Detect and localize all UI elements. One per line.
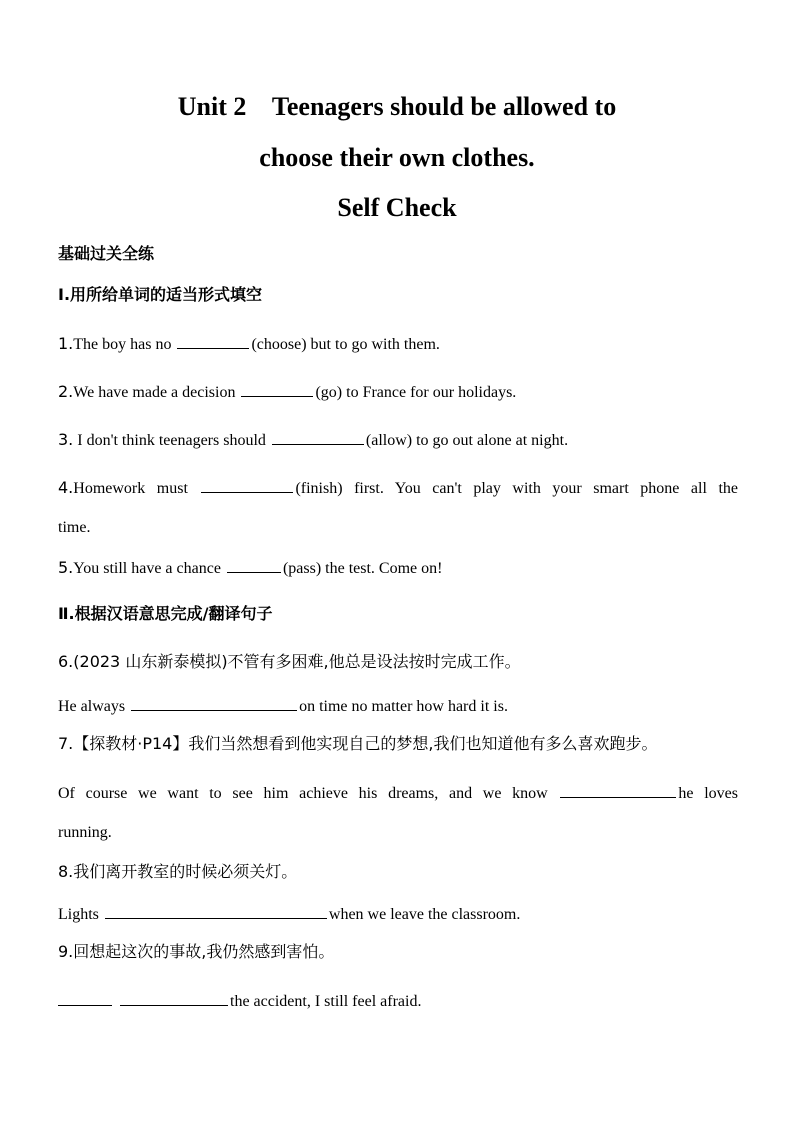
chinese-prompt: 回想起这次的事故,我仍然感到害怕。 bbox=[73, 942, 335, 961]
exercise-item-5 bbox=[58, 557, 442, 579]
item-text-before: Of course we want to see him achieve his dreams, and we know bbox=[58, 785, 559, 802]
answer-blank[interactable] bbox=[201, 477, 293, 493]
section-label: 基础过关全练 bbox=[58, 244, 155, 263]
translation-prompt-6 bbox=[58, 652, 521, 672]
item-text-before: He always bbox=[58, 698, 130, 715]
item-number: 4. bbox=[58, 478, 74, 497]
part2-heading: Ⅱ.根据汉语意思完成/翻译句子 bbox=[58, 604, 273, 623]
translation-prompt-9 bbox=[58, 942, 334, 962]
answer-blank[interactable] bbox=[241, 381, 313, 397]
item-text-before: Lights bbox=[58, 906, 103, 923]
translation-prompt-8 bbox=[58, 862, 297, 882]
chinese-prompt: 【探教材·P14】我们当然想看到他实现自己的梦想,我们也知道他有多么喜欢跑步。 bbox=[73, 734, 658, 753]
exercise-item-2 bbox=[58, 381, 516, 403]
item-number: 8. bbox=[58, 862, 74, 881]
answer-blank[interactable] bbox=[227, 557, 281, 573]
exercise-item-4 bbox=[58, 477, 738, 499]
item-text-before: Homework must bbox=[73, 480, 200, 497]
answer-blank[interactable] bbox=[272, 429, 364, 445]
translation-prompt-7 bbox=[58, 734, 657, 754]
item-number: 6. bbox=[58, 652, 74, 671]
item-number: 3. bbox=[58, 430, 74, 449]
title-line-3: Self Check bbox=[337, 193, 457, 222]
chinese-prompt: (2023 山东新泰模拟)不管有多困难,他总是设法按时完成工作。 bbox=[73, 652, 521, 671]
item-number: 1. bbox=[58, 334, 74, 353]
item-text-after: (pass) the test. Come on! bbox=[282, 560, 443, 577]
translation-answer-7-continued: running. bbox=[58, 824, 112, 841]
item-text-before: You still have a chance bbox=[73, 560, 225, 577]
item-text-after: on time no matter how hard it is. bbox=[299, 698, 508, 715]
item-number: 7. bbox=[58, 734, 74, 753]
item-text-before: I don't think teenagers should bbox=[73, 432, 270, 449]
item-text-before: The boy has no bbox=[73, 336, 176, 353]
answer-blank[interactable] bbox=[177, 333, 249, 349]
exercise-item-1 bbox=[58, 333, 440, 355]
item-number: 2. bbox=[58, 382, 74, 401]
exercise-item-3 bbox=[58, 429, 568, 451]
part1-heading: Ⅰ.用所给单词的适当形式填空 bbox=[58, 285, 263, 304]
translation-answer-6 bbox=[58, 695, 508, 717]
item-text-after: (finish) first. You can't play with your smart phone all the bbox=[295, 480, 738, 497]
exercise-item-4-continued: time. bbox=[58, 519, 91, 536]
answer-blank[interactable] bbox=[120, 990, 228, 1006]
item-number: 9. bbox=[58, 942, 74, 961]
title-line-1: Unit 2 Teenagers should be allowed to bbox=[177, 92, 617, 121]
answer-blank[interactable] bbox=[560, 782, 676, 798]
item-text-after: the accident, I still feel afraid. bbox=[230, 993, 422, 1010]
translation-answer-8 bbox=[58, 903, 520, 925]
item-text-before: We have made a decision bbox=[73, 384, 240, 401]
translation-answer-7 bbox=[58, 782, 738, 804]
answer-blank[interactable] bbox=[131, 695, 297, 711]
item-text-after: (choose) but to go with them. bbox=[251, 336, 440, 353]
answer-blank[interactable] bbox=[58, 990, 112, 1006]
answer-blank[interactable] bbox=[105, 903, 327, 919]
chinese-prompt: 我们离开教室的时候必须关灯。 bbox=[73, 862, 298, 881]
item-text-after: (go) to France for our holidays. bbox=[315, 384, 517, 401]
item-text-after: he loves bbox=[678, 785, 739, 802]
item-number: 5. bbox=[58, 558, 74, 577]
item-text-after: when we leave the classroom. bbox=[328, 906, 521, 923]
title-line-2: choose their own clothes. bbox=[259, 143, 535, 172]
translation-answer-9 bbox=[58, 990, 421, 1012]
item-text-after: (allow) to go out alone at night. bbox=[365, 432, 569, 449]
